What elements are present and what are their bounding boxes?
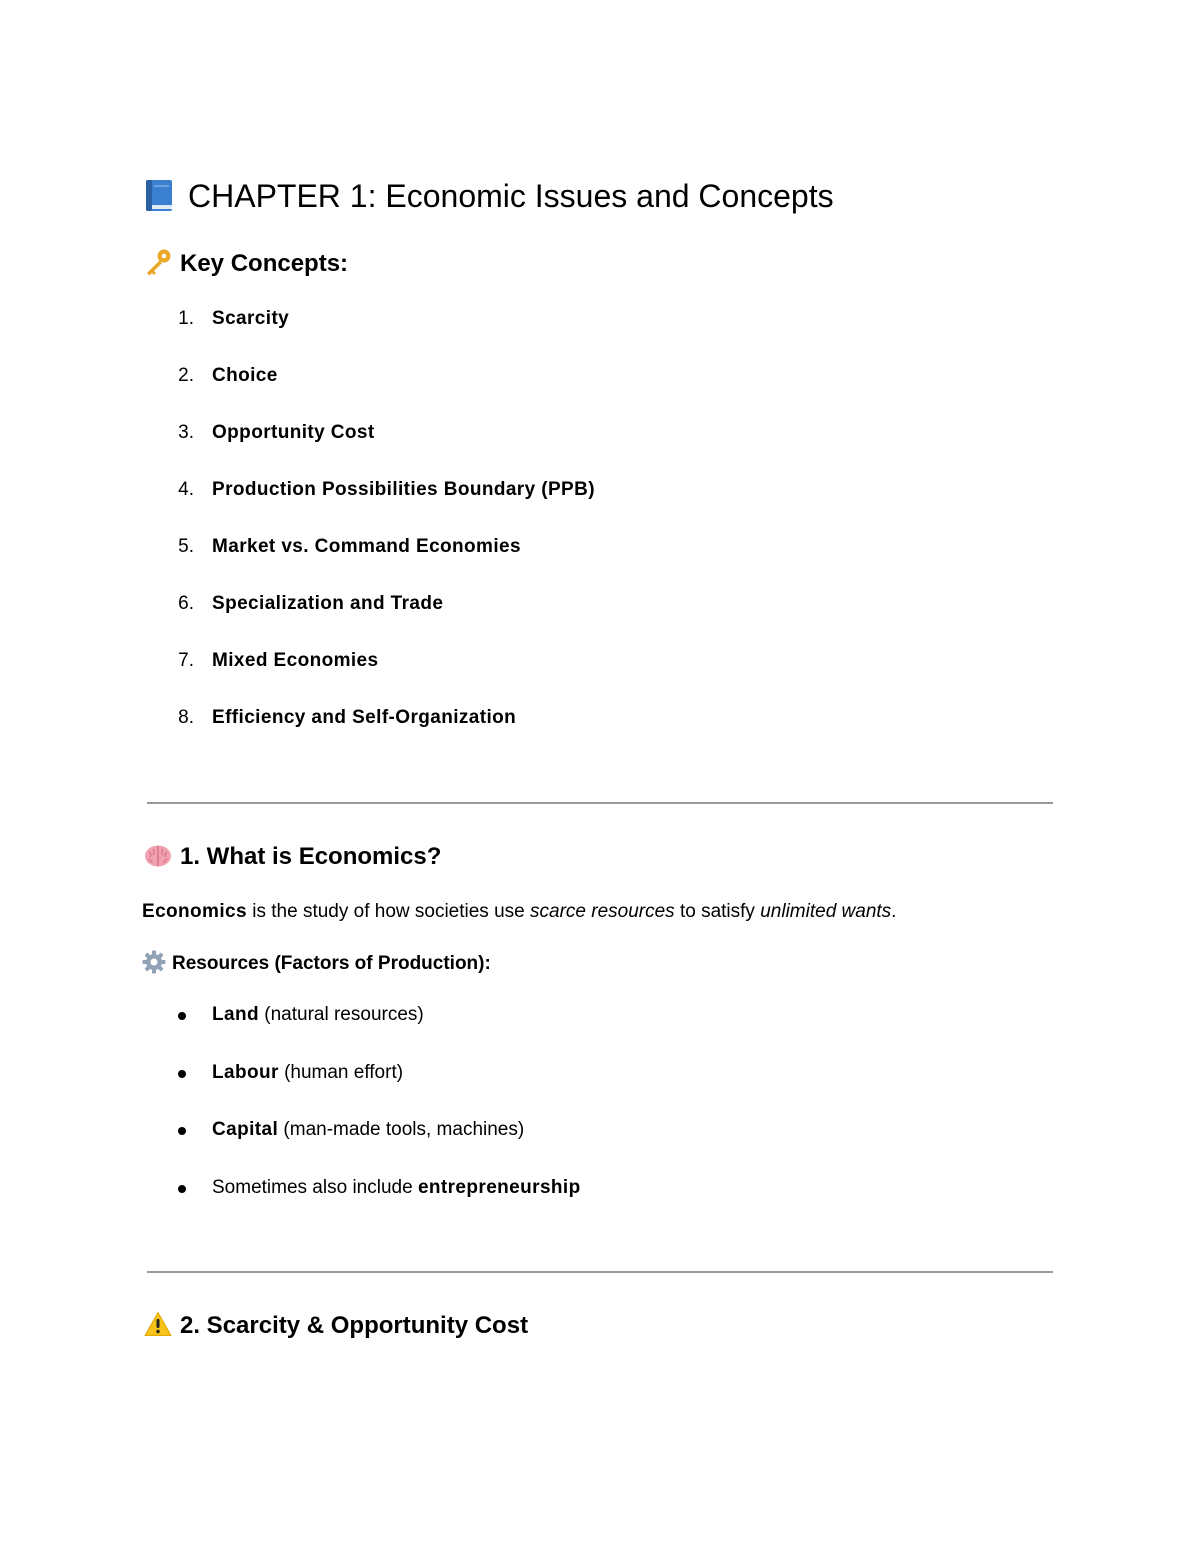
list-number: 8. [178, 707, 194, 728]
key-concepts-heading [144, 248, 348, 280]
list-item-bold: Capital [212, 1119, 279, 1140]
list-item-text: Sometimes also include [212, 1177, 418, 1198]
horizontal-rule [147, 802, 1053, 804]
list-number: 1. [178, 308, 194, 329]
definition-emphasis: scarce resources [530, 901, 675, 922]
bullet-marker [178, 1070, 186, 1078]
resources-heading [142, 951, 491, 977]
key-icon [144, 248, 172, 276]
list-item: Production Possibilities Boundary (PPB) [212, 479, 595, 500]
list-item-text: (man-made tools, machines) [278, 1119, 525, 1140]
definition-text: to satisfy [674, 901, 761, 922]
list-item-bold: entrepreneurship [417, 1177, 581, 1198]
list-number: 5. [178, 536, 194, 557]
list-item: Opportunity Cost [212, 422, 375, 443]
list-item: Market vs. Command Economies [212, 536, 521, 557]
list-number: 4. [178, 479, 194, 500]
definition-paragraph [142, 899, 896, 925]
bullet-marker [178, 1127, 186, 1135]
section-heading [144, 1310, 528, 1342]
warning-icon [144, 1311, 172, 1337]
key-concepts-heading-text: Key Concepts: [180, 250, 349, 277]
definition-term: Economics [142, 901, 247, 922]
list-item [212, 1002, 424, 1028]
list-item [212, 1060, 403, 1086]
list-item-text: (natural resources) [259, 1004, 424, 1025]
resources-heading-text: Resources (Factors of Production): [172, 953, 491, 974]
section-heading-text: 2. Scarcity & Opportunity Cost [180, 1312, 529, 1339]
list-number: 7. [178, 650, 194, 671]
section-heading [144, 841, 441, 873]
list-number: 3. [178, 422, 194, 443]
list-item: Scarcity [212, 308, 290, 329]
definition-emphasis: unlimited wants [760, 901, 892, 922]
brain-icon [144, 844, 172, 868]
section-heading-text: 1. What is Economics? [180, 843, 442, 870]
list-item [212, 1175, 581, 1201]
list-number: 6. [178, 593, 194, 614]
list-item-bold: Land [212, 1004, 259, 1025]
bullet-marker [178, 1185, 186, 1193]
list-item: Specialization and Trade [212, 593, 444, 614]
list-item-text: (human effort) [278, 1062, 404, 1083]
list-item-bold: Labour [212, 1062, 279, 1083]
definition-text: . [891, 901, 897, 922]
list-item: Mixed Economies [212, 650, 379, 671]
blue-book-icon [144, 179, 174, 212]
chapter-title [144, 176, 834, 216]
bullet-marker [178, 1012, 186, 1020]
horizontal-rule [147, 1271, 1053, 1273]
list-item: Choice [212, 365, 278, 386]
definition-text: is the study of how societies use [246, 901, 531, 922]
gear-icon [142, 950, 166, 974]
list-number: 2. [178, 365, 194, 386]
list-item [212, 1117, 524, 1143]
list-item: Efficiency and Self-Organization [212, 707, 517, 728]
chapter-title-text: CHAPTER 1: Economic Issues and Concepts [188, 178, 834, 214]
